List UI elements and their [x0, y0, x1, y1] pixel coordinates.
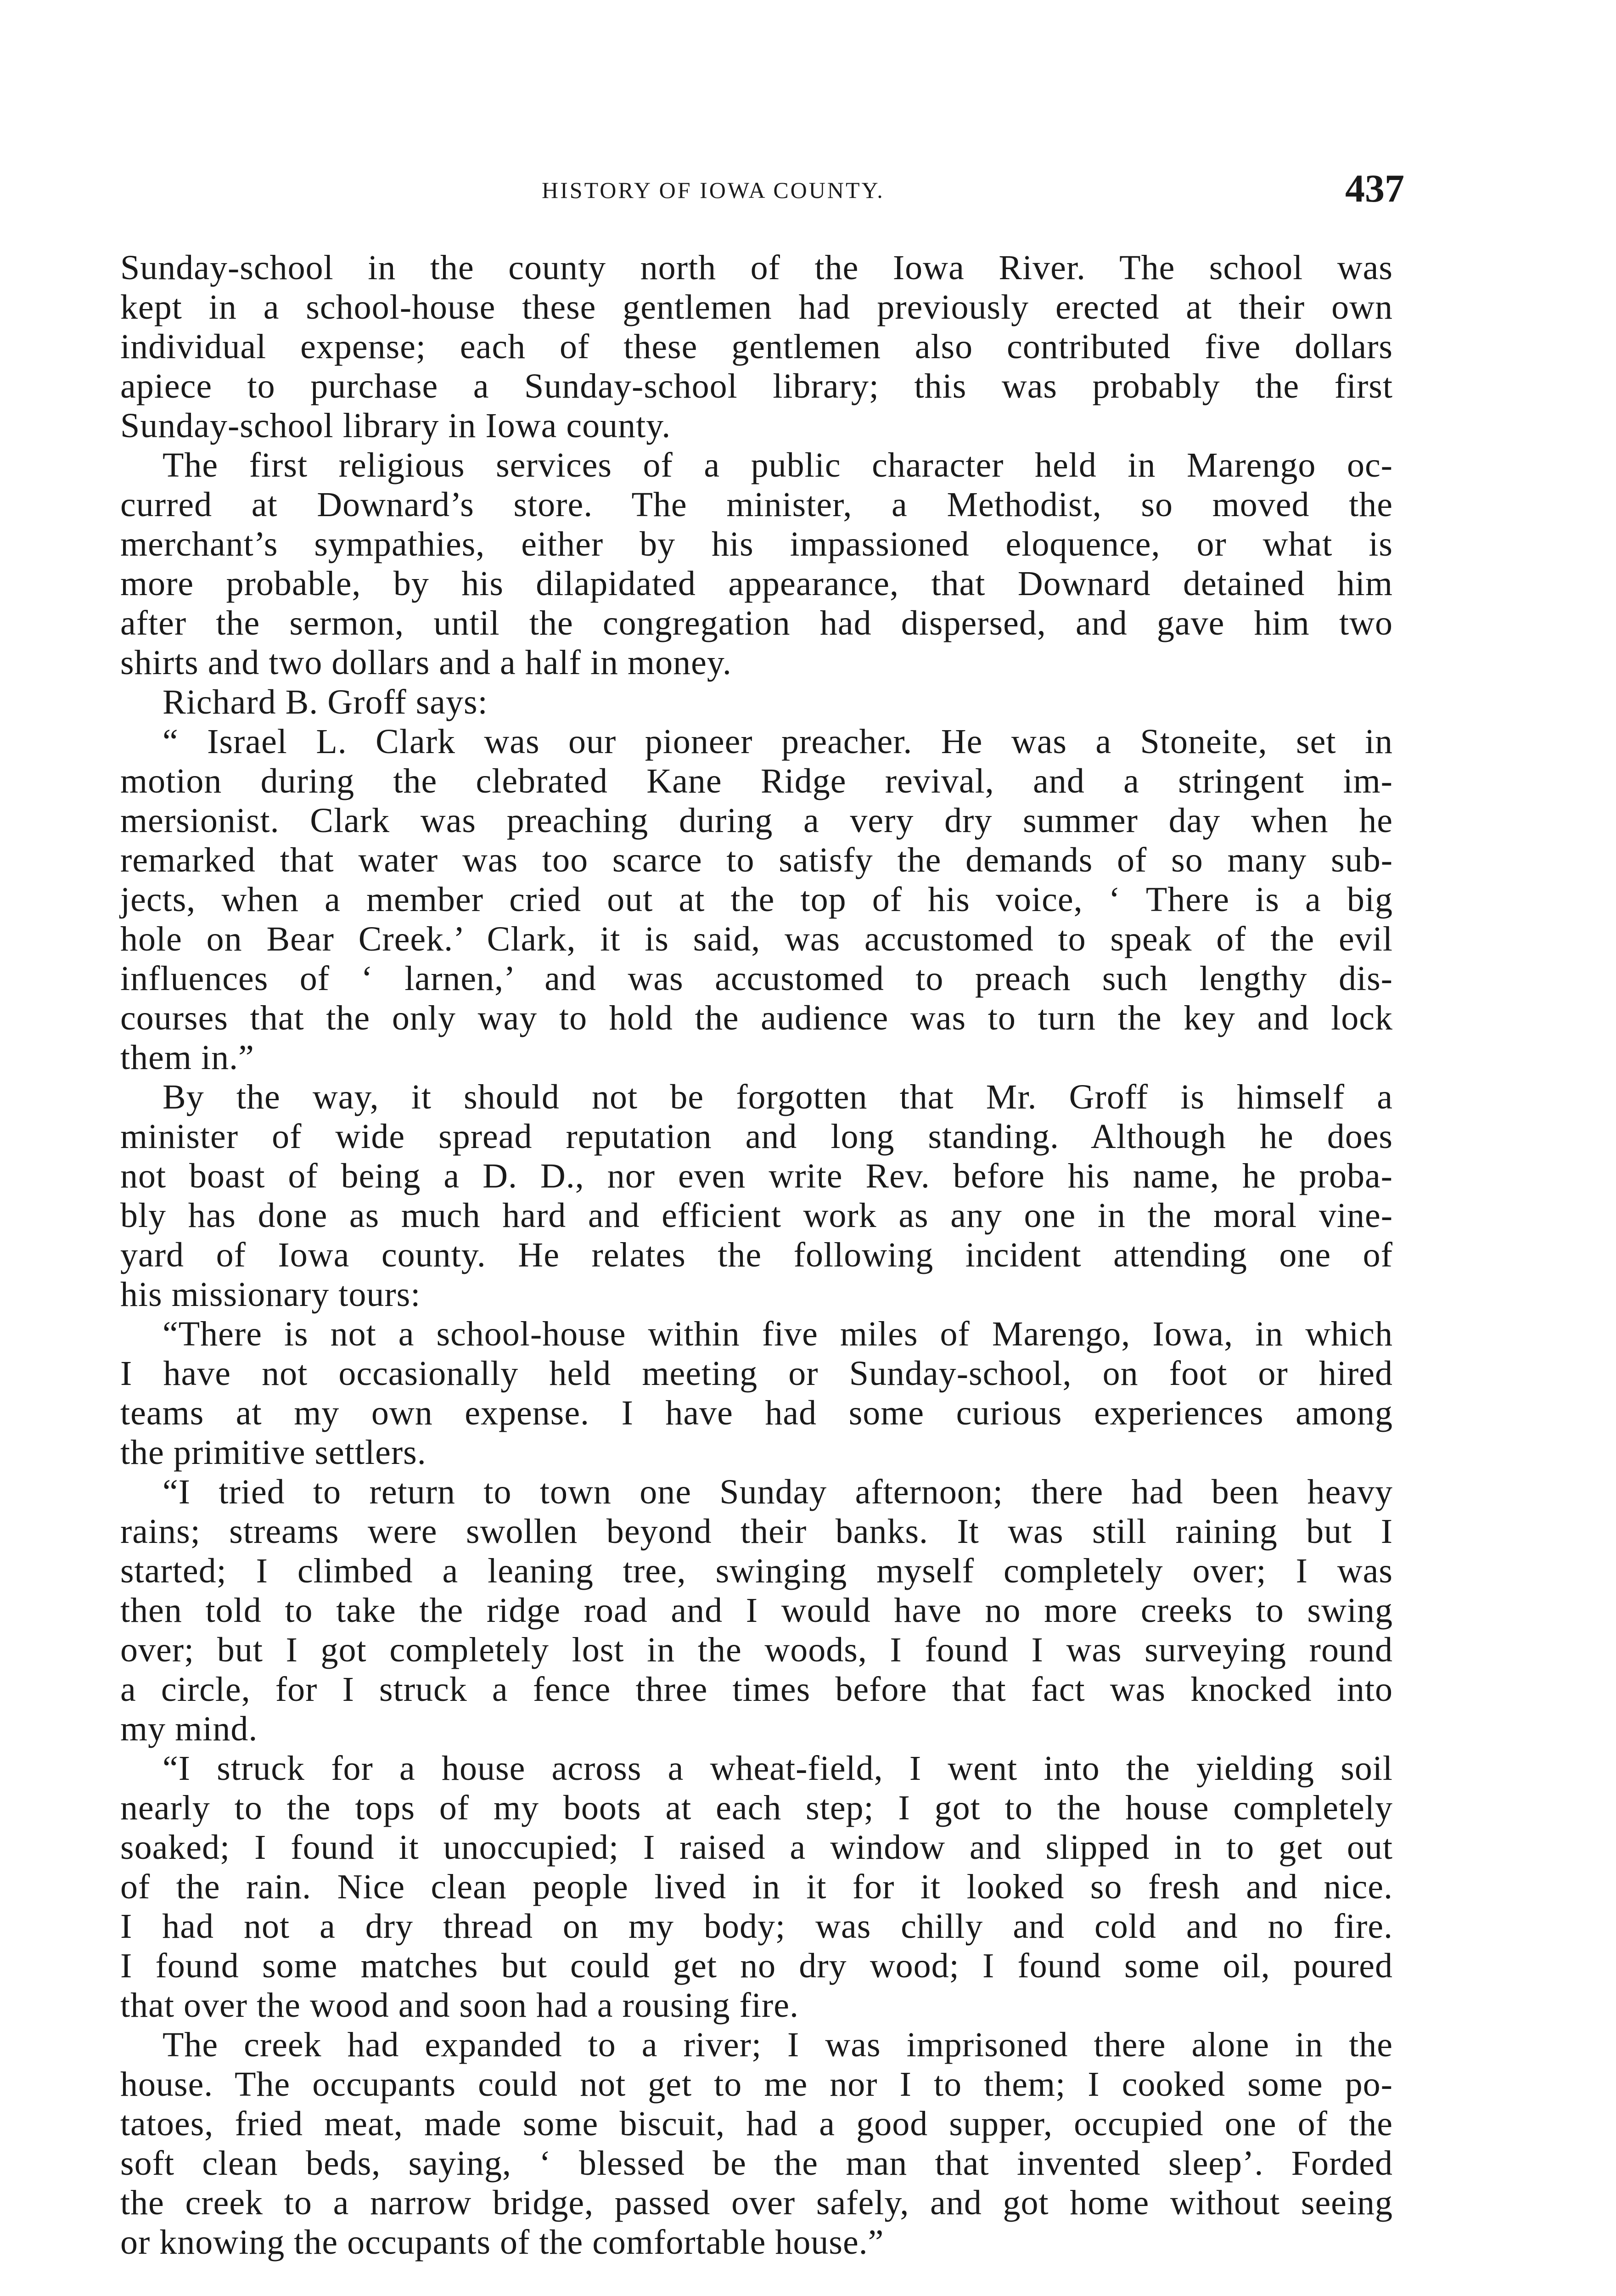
- text-line: over; but I got completely lost in the woods, I found I was surveying round: [120, 1631, 1393, 1669]
- running-head-title: HISTORY OF IOWA COUNTY.: [542, 177, 885, 203]
- text-line: “I tried to return to town one Sunday afternoon; there had been heavy: [163, 1473, 1393, 1511]
- text-line: soft clean beds, saying, ‘ blessed be the man that invented sleep’. Forded: [120, 2144, 1393, 2183]
- text-line: tatoes, fried meat, made some biscuit, had a good supper, occupied one of the: [120, 2105, 1393, 2143]
- text-line: I have not occasionally held meeting or Sunday-school, on foot or hired: [120, 1354, 1393, 1393]
- text-line: then told to take the ridge road and I would have no more creeks to swing: [120, 1591, 1393, 1630]
- text-line: courses that the only way to hold the audience was to turn the key and lock: [120, 999, 1393, 1037]
- text-line: my mind.: [120, 1710, 258, 1748]
- text-line: remarked that water was too scarce to satisfy the demands of so many sub-: [120, 841, 1393, 879]
- text-line: motion during the clebrated Kane Ridge revival, and a stringent im-: [120, 762, 1393, 800]
- text-line: apiece to purchase a Sunday-school library; this was probably the first: [120, 367, 1393, 405]
- text-line: the creek to a narrow bridge, passed over safely, and got home without seeing: [120, 2183, 1393, 2222]
- text-line: I had not a dry thread on my body; was chilly and cold and no fire.: [120, 1907, 1393, 1946]
- text-line: bly has done as much hard and efficient work as any one in the moral vine-: [120, 1196, 1393, 1235]
- text-line: nearly to the tops of my boots at each step; I got to the house completely: [120, 1789, 1393, 1827]
- text-line: soaked; I found it unoccupied; I raised a window and slipped in to get out: [120, 1828, 1393, 1867]
- text-line: curred at Downard’s store. The minister, a Methodist, so moved the: [120, 485, 1393, 524]
- text-line: a circle, for I struck a fence three times before that fact was knocked into: [120, 1670, 1393, 1709]
- text-line: minister of wide spread reputation and long standing. Although he does: [120, 1117, 1393, 1156]
- text-line: mersionist. Clark was preaching during a very dry summer day when he: [120, 801, 1393, 840]
- text-line: yard of Iowa county. He relates the following incident attending one of: [120, 1236, 1393, 1274]
- text-line: kept in a school-house these gentlemen had previously erected at their own: [120, 288, 1393, 326]
- text-line: or knowing the occupants of the comfortable house.”: [120, 2223, 884, 2262]
- text-line: them in.”: [120, 1038, 254, 1077]
- text-line: hole on Bear Creek.’ Clark, it is said, was accustomed to speak of the evil: [120, 920, 1393, 958]
- page-number: 437: [1345, 166, 1404, 210]
- text-line: the primitive settlers.: [120, 1433, 426, 1472]
- text-line: influences of ‘ larnen,’ and was accustomed to preach such lengthy dis-: [120, 959, 1393, 998]
- text-line: “I struck for a house across a wheat-field, I went into the yielding soil: [163, 1749, 1393, 1788]
- running-head: [0, 165, 1616, 234]
- text-line: “There is not a school-house within five miles of Marengo, Iowa, in which: [163, 1315, 1393, 1353]
- text-line: The creek had expanded to a river; I was imprisoned there alone in the: [163, 2026, 1393, 2064]
- text-line: “ Israel L. Clark was our pioneer preacher. He was a Stoneite, set in: [163, 722, 1393, 761]
- text-line: jects, when a member cried out at the top of his voice, ‘ There is a big: [120, 880, 1393, 919]
- text-line: rains; streams were swollen beyond their banks. It was still raining but I: [120, 1512, 1393, 1551]
- text-line: more probable, by his dilapidated appearance, that Downard detained him: [120, 564, 1393, 603]
- text-line: of the rain. Nice clean people lived in it for it looked so fresh and nice.: [120, 1868, 1393, 1906]
- text-line: after the sermon, until the congregation had dispersed, and gave him two: [120, 604, 1393, 642]
- text-line: house. The occupants could not get to me nor I to them; I cooked some po-: [120, 2065, 1393, 2104]
- text-line: Sunday-school in the county north of the Iowa River. The school was: [120, 248, 1393, 287]
- text-line: I found some matches but could get no dry wood; I found some oil, poured: [120, 1947, 1393, 1985]
- text-line: his missionary tours:: [120, 1275, 421, 1314]
- body-text: [120, 248, 1393, 2262]
- text-line: merchant’s sympathies, either by his impassioned eloquence, or what is: [120, 525, 1393, 563]
- text-line: Richard B. Groff says:: [163, 683, 488, 721]
- text-line: teams at my own expense. I have had some curious experiences among: [120, 1394, 1393, 1432]
- text-line: shirts and two dollars and a half in money.: [120, 643, 732, 682]
- text-line: Sunday-school library in Iowa county.: [120, 406, 671, 445]
- text-line: By the way, it should not be forgotten that Mr. Groff is himself a: [163, 1078, 1393, 1116]
- text-line: started; I climbed a leaning tree, swinging myself completely over; I was: [120, 1552, 1393, 1590]
- text-line: The first religious services of a public character held in Marengo oc-: [163, 446, 1393, 484]
- text-line: individual expense; each of these gentlemen also contributed five dollars: [120, 327, 1393, 366]
- text-line: that over the wood and soon had a rousing fire.: [120, 1986, 799, 2025]
- text-line: not boast of being a D. D., nor even write Rev. before his name, he proba-: [120, 1157, 1393, 1195]
